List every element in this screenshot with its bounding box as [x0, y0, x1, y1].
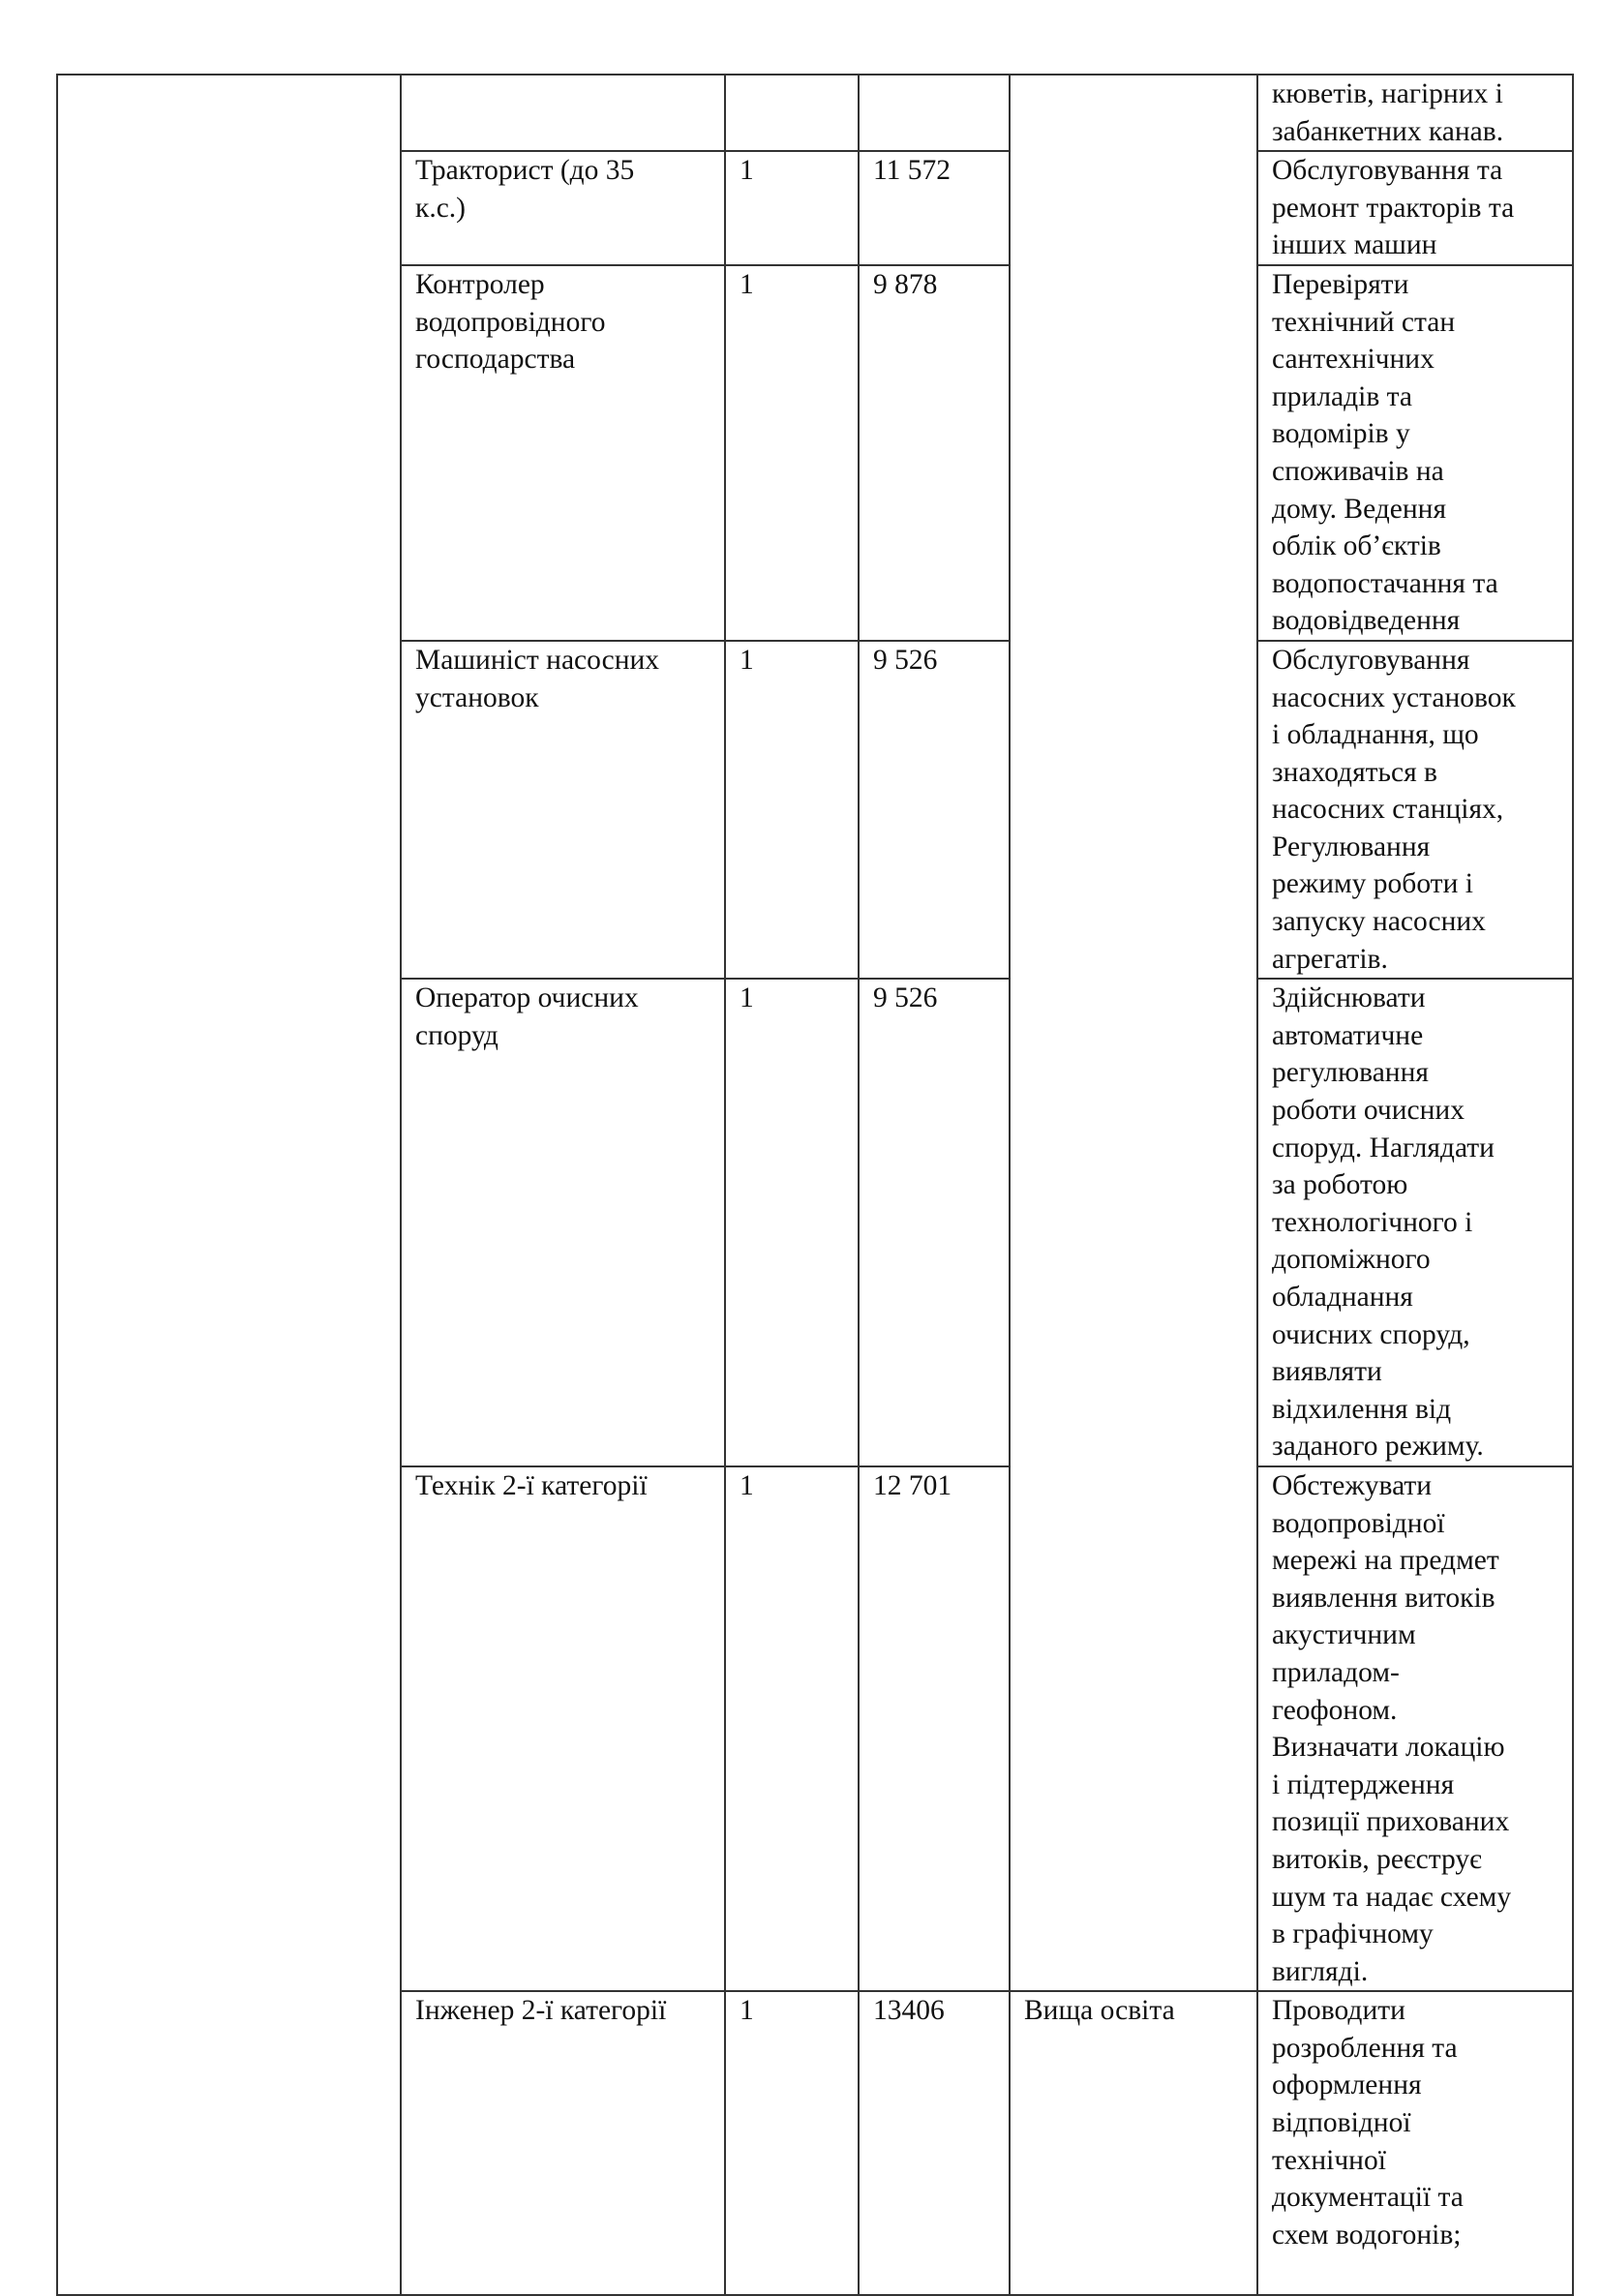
- salary-cell: 9 526: [859, 979, 1010, 1466]
- position-cell: Інженер 2-ї категорії: [401, 1991, 725, 2295]
- salary-cell: 11 572: [859, 151, 1010, 265]
- description-cell: Проводити розроблення та оформлення відповідної технічної документації та схем водогонів;: [1257, 1991, 1573, 2295]
- quantity-cell: 1: [725, 641, 859, 979]
- quantity-cell: 1: [725, 979, 859, 1466]
- description-cell: кюветів, нагірних і забанкетних канав.: [1257, 75, 1573, 151]
- description-cell: Здійснювати автоматичне регулювання роботи очисних споруд. Наглядати за роботою технологічного і допоміжного обладнання очисних споруд, виявляти відхилення від заданого режиму.: [1257, 979, 1573, 1466]
- salary-cell: 9 878: [859, 265, 1010, 641]
- department-cell: [57, 75, 401, 2295]
- description-cell: Обстежувати водопровідної мережі на предмет виявлення витоків акустичним приладом- геофоном. Визначати локацію і підтердження позиції прихованих витоків, реєструє шум та надає схему в графічному вигляді.: [1257, 1466, 1573, 1991]
- salary-cell: 12 701: [859, 1466, 1010, 1991]
- position-cell: Технік 2-ї категорії: [401, 1466, 725, 1991]
- salary-cell: [859, 75, 1010, 151]
- position-cell: Контролер водопровідного господарства: [401, 265, 725, 641]
- quantity-cell: [725, 75, 859, 151]
- salary-cell: 9 526: [859, 641, 1010, 979]
- quantity-cell: 1: [725, 1991, 859, 2295]
- description-cell: Обслуговування та ремонт тракторів та інших машин: [1257, 151, 1573, 265]
- description-cell: Обслуговування насосних установок і обладнання, що знаходяться в насосних станціях, Регулювання режиму роботи і запуску насосних агрегатів.: [1257, 641, 1573, 979]
- position-cell: Машиніст насосних установок: [401, 641, 725, 979]
- salary-cell: 13406: [859, 1991, 1010, 2295]
- position-cell: Оператор очисних споруд: [401, 979, 725, 1466]
- quantity-cell: 1: [725, 151, 859, 265]
- staff-table: [56, 74, 1574, 2296]
- quantity-cell: 1: [725, 265, 859, 641]
- description-cell: Перевіряти технічний стан сантехнічних приладів та водомірів у споживачів на дому. Ведення облік об’єктів водопостачання та водовідведення: [1257, 265, 1573, 641]
- quantity-cell: 1: [725, 1466, 859, 1991]
- education-cell: Вища освіта: [1010, 1991, 1257, 2295]
- table-row: [57, 75, 1573, 151]
- position-cell: [401, 75, 725, 151]
- education-cell: [1010, 75, 1257, 1991]
- position-cell: Тракторист (до 35 к.с.): [401, 151, 725, 265]
